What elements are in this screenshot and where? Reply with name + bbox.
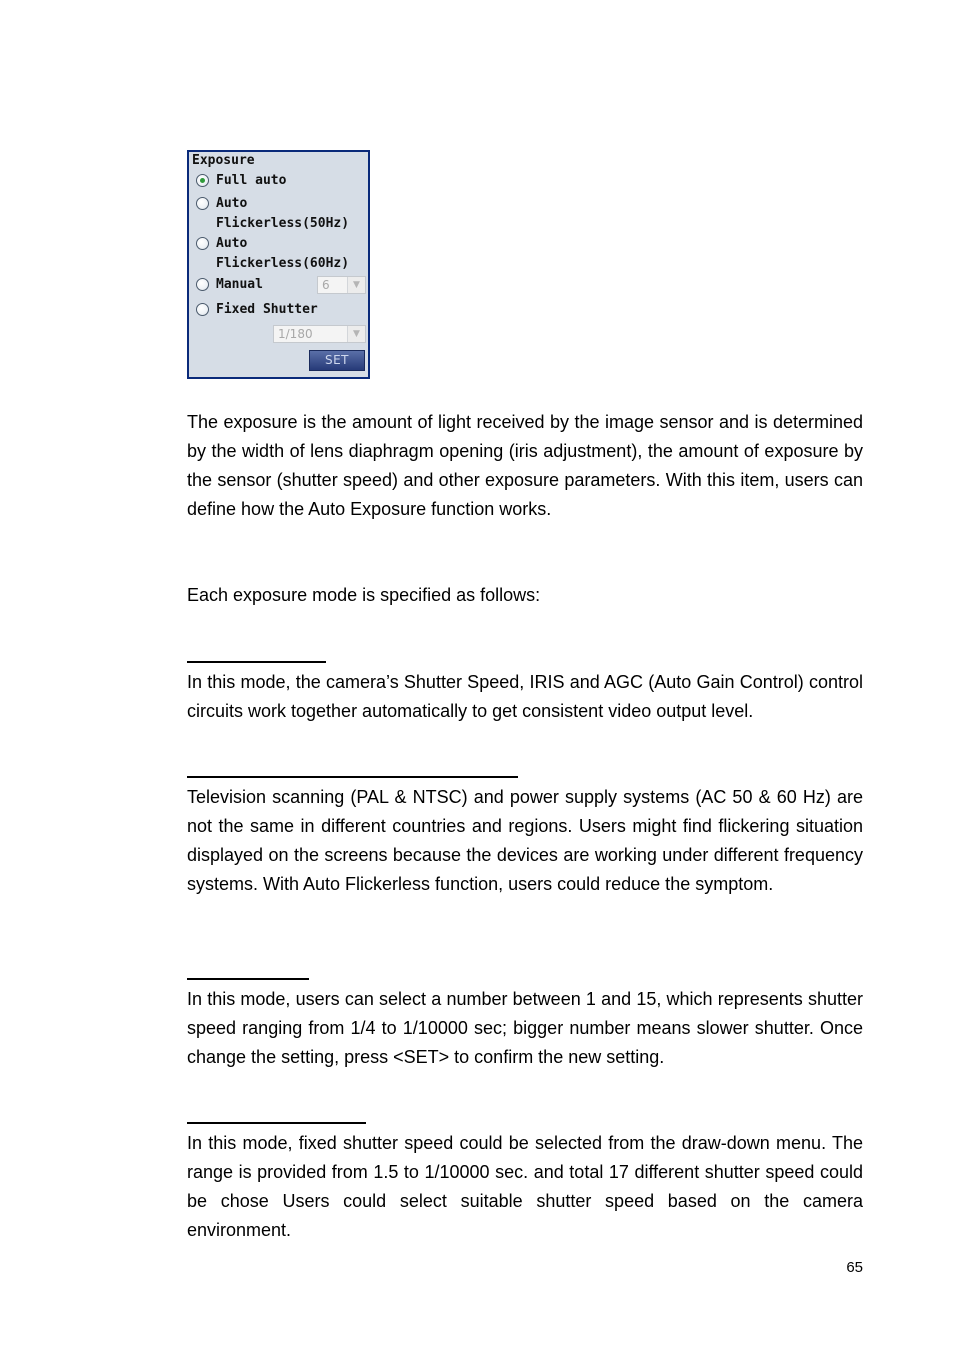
modes-intro-paragraph: Each exposure mode is specified as follows: [187,585,541,605]
full-auto-paragraph: In this mode, the camera’s Shutter Speed, IRIS and AGC (Auto Gain Control) control circuits work together automatically to get consistent video output level. [187,672,863,721]
auto-flickerless-60hz-label-line1: Auto [216,236,248,251]
shutter-speed-select[interactable] [273,325,366,343]
auto-flickerless-50hz-label-line1: Auto [216,196,248,211]
manual-paragraph: In this mode, users can select a number between 1 and 15, which represents shutter speed ranging from 1/4 to 1/10000 sec; bigger number means slower shutter. Once change the setting, press <SET> to confirm the new setting. [187,989,863,1067]
manual-radio[interactable] [196,278,209,291]
exposure-panel-title: Exposure [192,153,255,168]
flickerless-paragraph: Television scanning (PAL & NTSC) and power supply systems (AC 50 & 60 Hz) are not the same in different countries and regions. Users might find flickering situation displayed on the screens because the devices are working under different frequency systems. With Auto Flickerless function, users could reduce the symptom. [187,787,863,894]
auto-flickerless-50hz-radio[interactable] [196,197,209,210]
intro-paragraph: The exposure is the amount of light received by the image sensor and is determined by the width of lens diaphragm opening (iris adjustment), the amount of exposure by the sensor (shutter speed) and other exposure parameters. With this item, users can define how the Auto Exposure function works. [187,412,863,519]
exposure-panel [187,150,370,379]
fixed-shutter-paragraph: In this mode, fixed shutter speed could be selected from the draw-down menu. The range is provided from 1.5 to 1/10000 sec. and total 17 different shutter speed could be chose Users could select suitable shutter speed based on the camera environment. [187,1133,863,1240]
chevron-down-icon: ▼ [347,326,365,342]
manual-value-select-text: 6 [322,278,330,292]
chevron-down-icon: ▼ [347,277,365,293]
page-number: 65 [846,1259,863,1276]
full-auto-radio[interactable] [196,174,209,187]
auto-flickerless-50hz-label-line2: Flickerless(50Hz) [216,216,350,231]
full-auto-label: Full auto [216,173,287,188]
shutter-speed-select-text: 1/180 [278,327,313,341]
fixed-shutter-radio[interactable] [196,303,209,316]
section-divider [187,776,518,778]
fixed-shutter-label: Fixed Shutter [216,302,318,317]
manual-label: Manual [216,277,263,292]
section-divider [187,1122,366,1124]
section-divider [187,978,309,980]
section-divider [187,661,326,663]
auto-flickerless-60hz-label-line2: Flickerless(60Hz) [216,256,350,271]
manual-value-select[interactable] [317,276,366,294]
auto-flickerless-60hz-radio[interactable] [196,237,209,250]
set-button[interactable]: SET [309,350,365,371]
